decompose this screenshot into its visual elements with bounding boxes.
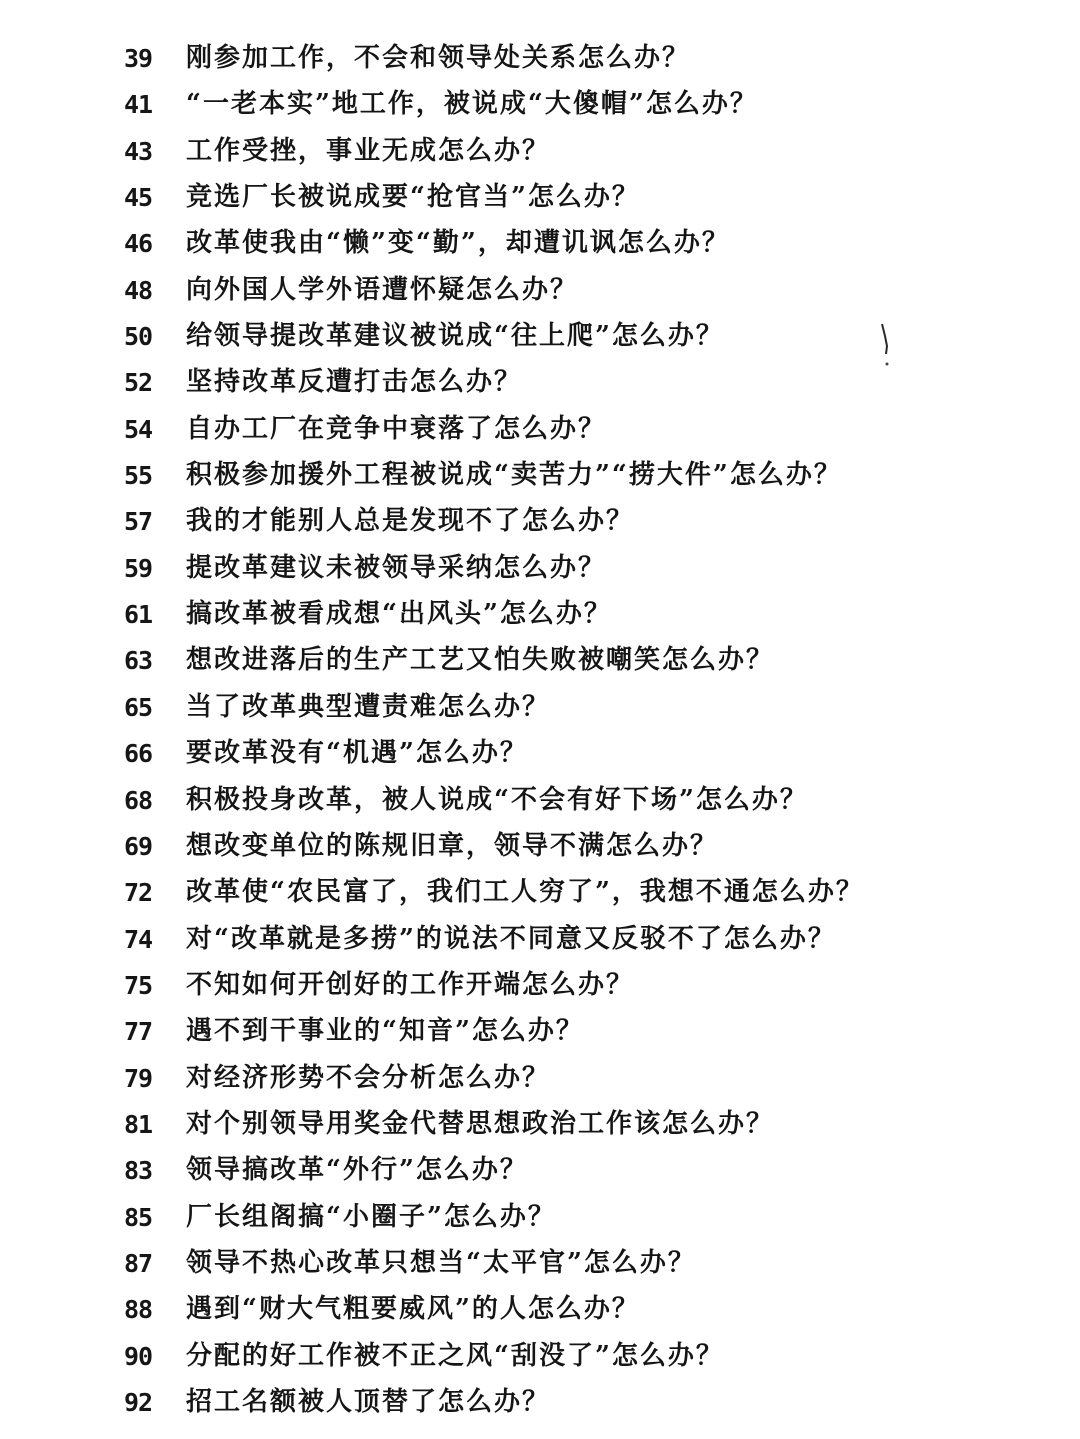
page-number: 65 bbox=[124, 692, 153, 722]
toc-entry bbox=[0, 314, 1080, 360]
toc-entry bbox=[0, 499, 1080, 545]
toc-entry bbox=[0, 917, 1080, 963]
entry-title: 分配的好工作被不正之风“刮没了”怎么办？ bbox=[186, 1340, 724, 1371]
toc-entry bbox=[0, 82, 1080, 128]
page-number: 92 bbox=[124, 1387, 153, 1417]
page-number: 59 bbox=[124, 553, 153, 583]
toc-entry bbox=[0, 268, 1080, 314]
toc-entry bbox=[0, 1148, 1080, 1194]
toc-entry bbox=[0, 453, 1080, 499]
entry-title: “一老本实”地工作，被说成“大傻帽”怎么办？ bbox=[186, 89, 758, 120]
toc-entry bbox=[0, 1195, 1080, 1241]
entry-title: 给领导提改革建议被说成“往上爬”怎么办？ bbox=[186, 321, 724, 352]
entry-title: 工作受挫，事业无成怎么办？ bbox=[186, 135, 551, 166]
page-number: 74 bbox=[124, 924, 153, 954]
entry-title: 对经济形势不会分析怎么办？ bbox=[186, 1062, 551, 1093]
page-number: 72 bbox=[124, 878, 153, 908]
page-number: 79 bbox=[124, 1063, 153, 1093]
page-number: 81 bbox=[124, 1109, 153, 1139]
toc-entry bbox=[0, 1287, 1080, 1333]
page-number: 87 bbox=[124, 1248, 153, 1278]
scan-speck bbox=[878, 322, 892, 372]
page-number: 90 bbox=[124, 1341, 153, 1371]
entry-title: 积极参加援外工程被说成“卖苦力”“捞大件”怎么办？ bbox=[186, 460, 842, 491]
toc-entry bbox=[0, 546, 1080, 592]
page-number: 43 bbox=[124, 136, 153, 166]
page-number: 45 bbox=[124, 183, 153, 213]
page-number: 83 bbox=[124, 1156, 153, 1186]
entry-title: 不知如何开创好的工作开端怎么办？ bbox=[186, 969, 635, 1000]
entry-title: 提改革建议未被领导采纳怎么办？ bbox=[186, 552, 607, 583]
entry-title: 改革使我由“懒”变“勤”，却遭讥讽怎么办？ bbox=[186, 228, 730, 259]
toc-entry bbox=[0, 685, 1080, 731]
toc-entry bbox=[0, 824, 1080, 870]
entry-title: 自办工厂在竞争中衰落了怎么办？ bbox=[186, 413, 607, 444]
toc-entry bbox=[0, 1102, 1080, 1148]
entry-title: 招工名额被人顶替了怎么办？ bbox=[186, 1386, 551, 1417]
page-number: 75 bbox=[124, 970, 153, 1000]
toc-entry bbox=[0, 36, 1080, 82]
entry-title: 竞选厂长被说成要“抢官当”怎么办？ bbox=[186, 182, 640, 213]
entry-title: 积极投身改革，被人说成“不会有好下场”怎么办？ bbox=[186, 784, 808, 815]
toc-entry bbox=[0, 1380, 1080, 1426]
toc-entry bbox=[0, 129, 1080, 175]
toc-entry bbox=[0, 1009, 1080, 1055]
page-number: 41 bbox=[124, 90, 153, 120]
toc-entry bbox=[0, 1241, 1080, 1287]
page-number: 61 bbox=[124, 600, 153, 630]
toc-entry bbox=[0, 638, 1080, 684]
page-number: 52 bbox=[124, 368, 153, 398]
toc-entry bbox=[0, 407, 1080, 453]
page-number: 39 bbox=[124, 44, 153, 73]
toc-entry bbox=[0, 1056, 1080, 1102]
toc-entry bbox=[0, 778, 1080, 824]
page-number: 55 bbox=[124, 461, 153, 491]
entry-title: 领导搞改革“外行”怎么办？ bbox=[186, 1155, 528, 1186]
entry-title: 对“改革就是多捞”的说法不同意又反驳不了怎么办？ bbox=[186, 923, 836, 954]
entry-title: 想改变单位的陈规旧章，领导不满怎么办？ bbox=[186, 830, 719, 861]
page-number: 63 bbox=[124, 646, 153, 676]
entry-title: 想改进落后的生产工艺又怕失败被嘲笑怎么办？ bbox=[186, 645, 775, 676]
entry-title: 坚持改革反遭打击怎么办？ bbox=[186, 367, 523, 398]
page-number: 54 bbox=[124, 414, 153, 444]
entry-title: 对个别领导用奖金代替思想政治工作该怎么办？ bbox=[186, 1108, 775, 1139]
page-number: 68 bbox=[124, 785, 153, 815]
entry-title: 当了改革典型遭责难怎么办？ bbox=[186, 691, 551, 722]
entry-title: 刚参加工作，不会和领导处关系怎么办？ bbox=[186, 43, 691, 73]
toc-entry bbox=[0, 1334, 1080, 1380]
page-number: 77 bbox=[124, 1017, 153, 1047]
page-number: 46 bbox=[124, 229, 153, 259]
toc-entry bbox=[0, 221, 1080, 267]
toc-entry bbox=[0, 360, 1080, 406]
entry-title: 我的才能别人总是发现不了怎么办？ bbox=[186, 506, 635, 537]
toc-entry bbox=[0, 963, 1080, 1009]
page-number: 66 bbox=[124, 739, 153, 769]
table-of-contents bbox=[0, 36, 1080, 1426]
page-number: 88 bbox=[124, 1295, 153, 1325]
entry-title: 改革使“农民富了，我们工人穷了”，我想不通怎么办？ bbox=[186, 877, 864, 908]
page-number: 48 bbox=[124, 275, 153, 305]
entry-title: 遇到“财大气粗要威风”的人怎么办？ bbox=[186, 1294, 640, 1325]
page-number: 69 bbox=[124, 831, 153, 861]
entry-title: 厂长组阁搞“小圈子”怎么办？ bbox=[186, 1201, 556, 1232]
entry-title: 向外国人学外语遭怀疑怎么办？ bbox=[186, 274, 579, 305]
toc-entry bbox=[0, 592, 1080, 638]
entry-title: 遇不到干事业的“知音”怎么办？ bbox=[186, 1016, 584, 1047]
entry-title: 搞改革被看成想“出风头”怎么办？ bbox=[186, 599, 612, 630]
toc-entry bbox=[0, 731, 1080, 777]
toc-entry bbox=[0, 175, 1080, 221]
page-number: 57 bbox=[124, 507, 153, 537]
entry-title: 要改革没有“机遇”怎么办？ bbox=[186, 738, 528, 769]
entry-title: 领导不热心改革只想当“太平官”怎么办？ bbox=[186, 1247, 696, 1278]
toc-entry bbox=[0, 870, 1080, 916]
page-number: 85 bbox=[124, 1202, 153, 1232]
page-number: 50 bbox=[124, 322, 153, 352]
